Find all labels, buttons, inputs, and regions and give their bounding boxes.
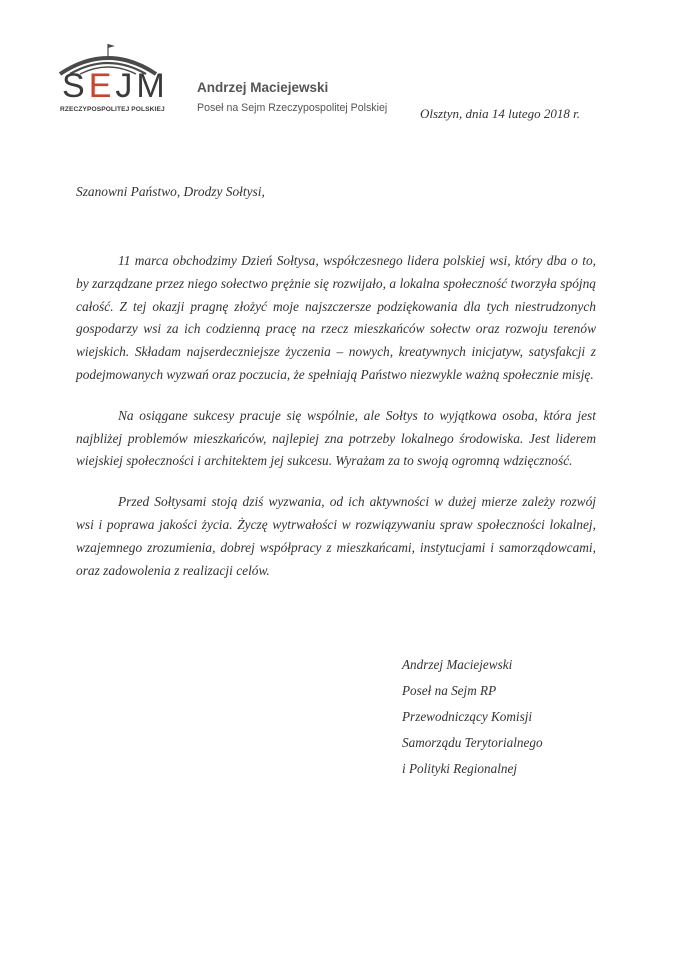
- signature-name: Andrzej Maciejewski: [402, 657, 513, 672]
- signature-block: [402, 652, 632, 782]
- signature-committee: Samorządu Terytorialnego: [402, 735, 543, 750]
- place-and-date: Olsztyn, dnia 14 lutego 2018 r.: [420, 106, 580, 121]
- sejm-logo-word: SEJM: [62, 67, 169, 105]
- salutation: Szanowni Państwo, Drodzy Sołtysi,: [76, 184, 265, 199]
- letter-body: [76, 250, 596, 600]
- signature-function: Przewodniczący Komisji: [402, 709, 533, 724]
- signature-committee-cont: i Polityki Regionalnej: [402, 761, 517, 776]
- sejm-logo: [52, 38, 169, 118]
- letterhead-name: Andrzej Maciejewski: [197, 80, 329, 95]
- paragraph: Na osiągane sukcesy pracuje się wspólnie, ale Sołtys to wyjątkowa osoba, która jest najbliżej problemów mieszkańców, najlepiej zna potrzeby lokalnego środowiska. Jest liderem wiejskiej społeczności i architektem jej sukcesu. Wyrażam za to swoją ogromną wdzięczność.: [76, 407, 596, 469]
- paragraph: Przed Sołtysami stoją dziś wyzwania, od ich aktywności w dużej mierze zależy rozwój wsi i poprawa jakości życia. Życzę wytrwałości w rozwiązywaniu spraw społeczności lokalnej, wzajemnego zrozumienia, dobrej współpracy z mieszkańcami, instytucjami i samorządowcami, oraz zadowolenia z realizacji celów.: [76, 494, 596, 578]
- letterhead-role: Poseł na Sejm Rzeczypospolitej Polskiej: [197, 102, 388, 114]
- signature-title: Poseł na Sejm RP: [402, 683, 497, 698]
- paragraph: 11 marca obchodzimy Dzień Sołtysa, współczesnego lidera polskiej wsi, który dba o to, by zarządzane przez niego sołectwo prężnie się rozwijało, a lokalna społeczność tworzyła spójną całość. Z tej okazji pragnę złożyć moje najszczersze podziękowania dla tych niestrudzonych gospodarzy wsi za ich codzienną pracę na rzecz mieszkańców sołectw oraz rozwoju terenów wiejskich. Składam najserdeczniejsze życzenia – nowych, kreatywnych inicjatyw, satysfakcji z podejmowanych wyzwań oraz poczucia, że spełniają Państwo niezwykle ważną społecznie misję.: [76, 253, 596, 382]
- sejm-logo-subtitle: RZECZYPOSPOLITEJ POLSKIEJ: [60, 106, 165, 113]
